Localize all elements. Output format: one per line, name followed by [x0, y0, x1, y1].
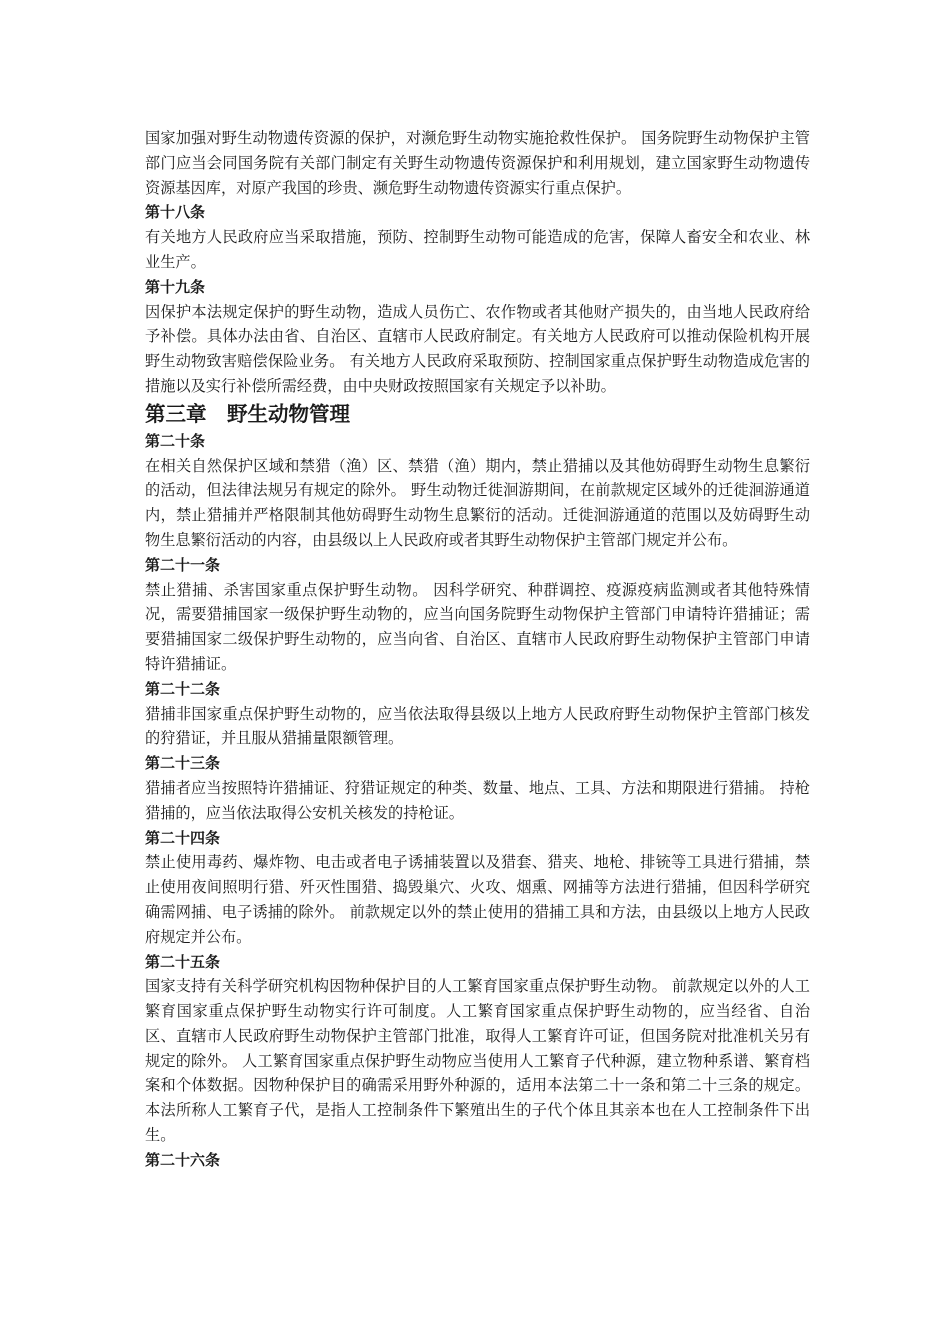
- article-heading: 第十八条: [145, 203, 206, 222]
- article-heading: 第二十四条: [145, 828, 221, 847]
- article-heading: 第二十二条: [145, 679, 221, 698]
- paragraph: 有关地方人民政府应当采取措施，预防、控制野生动物可能造成的危害，保障人畜安全和农业、林业生产。: [145, 228, 810, 271]
- paragraph: 在相关自然保护区域和禁猎（渔）区、禁猎（渔）期内，禁止猎捕以及其他妨碍野生动物生息繁衍的活动，但法律法规另有规定的除外。 野生动物迁徙洄游期间，在前款规定区域外的迁徙洄游通道内，禁止猎捕并严格限制其他妨碍野生动物生息繁衍的活动。迁徙洄游通道的范围以及妨碍野生动物生息繁衍活动的内容，由县级以上人民政府或者其野生动物保护主管部门规定并公布。: [145, 456, 810, 549]
- paragraph: 禁止猎捕、杀害国家重点保护野生动物。 因科学研究、种群调控、疫源疫病监测或者其他特殊情况，需要猎捕国家一级保护野生动物的，应当向国务院野生动物保护主管部门申请特许猎捕证；需要猎捕国家二级保护野生动物的，应当向省、自治区、直辖市人民政府野生动物保护主管部门申请特许猎捕证。: [145, 580, 810, 673]
- paragraph: 猎捕者应当按照特许猎捕证、狩猎证规定的种类、数量、地点、工具、方法和期限进行猎捕。 持枪猎捕的，应当依法取得公安机关核发的持枪证。: [145, 778, 810, 822]
- document-page: [145, 126, 810, 1173]
- article-heading: 第二十条: [145, 431, 206, 450]
- article-heading: 第二十三条: [145, 754, 221, 773]
- paragraph: 国家加强对野生动物遗传资源的保护，对濒危野生动物实施抢救性保护。 国务院野生动物保护主管部门应当会同国务院有关部门制定有关野生动物遗传资源保护和利用规划，建立国家野生动物遗传资源基因库，对原产我国的珍贵、濒危野生动物遗传资源实行重点保护。: [145, 129, 810, 197]
- chapter-heading: 第三章 野生动物管理: [145, 401, 350, 426]
- paragraph: 猎捕非国家重点保护野生动物的，应当依法取得县级以上地方人民政府野生动物保护主管部门核发的狩猎证，并且服从猎捕量限额管理。: [145, 704, 810, 748]
- paragraph: 国家支持有关科学研究机构因物种保护目的人工繁育国家重点保护野生动物。 前款规定以外的人工繁育国家重点保护野生动物实行许可制度。人工繁育国家重点保护野生动物的，应当经省、自治区、直辖市人民政府野生动物保护主管部门批准，取得人工繁育许可证，但国务院对批准机关另有规定的除外。 人工繁育国家重点保护野生动物应当使用人工繁育子代种源，建立物种系谱、繁育档案和个体数据。因物种保护目的确需采用野外种源的，适用本法第二十一条和第二十三条的规定。 本法所称人工繁育子代，是指人工控制条件下繁殖出生的子代个体且其亲本也在人工控制条件下出生。: [145, 977, 810, 1145]
- article-heading: 第二十一条: [145, 555, 221, 574]
- article-heading: 第十九条: [145, 277, 206, 296]
- paragraph: 因保护本法规定保护的野生动物，造成人员伤亡、农作物或者其他财产损失的，由当地人民政府给予补偿。具体办法由省、自治区、直辖市人民政府制定。有关地方人民政府可以推动保险机构开展野生动物致害赔偿保险业务。 有关地方人民政府采取预防、控制国家重点保护野生动物造成危害的措施以及实行补偿所需经费，由中央财政按照国家有关规定予以补助。: [145, 302, 810, 395]
- article-heading: 第二十六条: [145, 1150, 221, 1169]
- article-heading: 第二十五条: [145, 952, 221, 971]
- paragraph: 禁止使用毒药、爆炸物、电击或者电子诱捕装置以及猎套、猎夹、地枪、排铳等工具进行猎捕，禁止使用夜间照明行猎、歼灭性围猎、捣毁巢穴、火攻、烟熏、网捕等方法进行猎捕，但因科学研究确需网捕、电子诱捕的除外。 前款规定以外的禁止使用的猎捕工具和方法，由县级以上地方人民政府规定并公布。: [145, 853, 810, 946]
